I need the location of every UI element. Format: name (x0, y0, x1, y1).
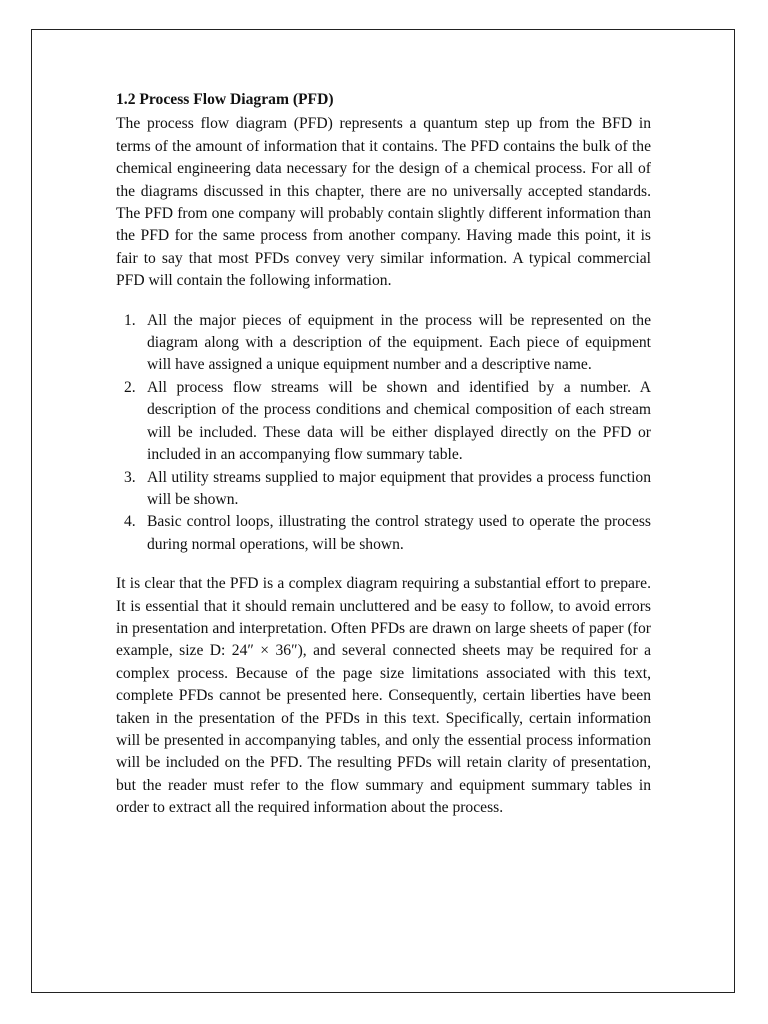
intro-paragraph: The process flow diagram (PFD) represents a quantum step up from the BFD in terms of the amount of information that it contains. The PFD contains the bulk of the chemical engineering data necessary for the design of a chemical process. For all of the diagrams discussed in this chapter, there are no universally accepted standards. The PFD from one company will probably contain slightly different information than the PFD for the same process from another company. Having made this point, it is fair to say that most PFDs convey very similar information. A typical commercial PFD will contain the following information. (116, 115, 651, 290)
list-item (116, 377, 651, 467)
information-list (116, 310, 651, 556)
list-item-text: All process flow streams will be shown and identified by a number. A description of the process conditions and chemical composition of each stream will be included. These data will be either displayed directly on the PFD or included in an accompanying flow summary table. (147, 378, 651, 464)
list-item (116, 310, 651, 377)
list-item-text: All the major pieces of equipment in the process will be represented on the diagram along with a description of the equipment. Each piece of equipment will have assigned a unique equipment number and a descriptive name. (147, 311, 651, 374)
list-item-number: 3. (124, 468, 136, 486)
section-title: 1.2 Process Flow Diagram (PFD) (116, 91, 334, 108)
list-item (116, 511, 651, 556)
closing-paragraph: It is clear that the PFD is a complex diagram requiring a substantial effort to prepare. It is essential that it should remain uncluttered and be easy to follow, to avoid errors in presentation and interpretation. Often PFDs are drawn on large sheets of paper (for example, size D: 24″ × 36″), and several connected sheets may be required for a complex process. Because of the page size limitations associated with this text, complete PFDs cannot be presented here. Consequently, certain liberties have been taken in the presentation of the PFDs in this text. Specifically, certain information will be presented in accompanying tables, and only the essential process information will be included on the PFD. The resulting PFDs will retain clarity of presentation, but the reader must refer to the flow summary and equipment summary tables in order to extract all the required information about the process. (116, 575, 651, 817)
list-item-number: 4. (124, 513, 136, 531)
list-item-number: 2. (124, 378, 136, 396)
document-body (116, 89, 651, 820)
list-item-text: All utility streams supplied to major equipment that provides a process function will be shown. (147, 468, 651, 508)
list-item (116, 467, 651, 512)
list-item-text: Basic control loops, illustrating the control strategy used to operate the process during normal operations, will be shown. (147, 513, 651, 553)
list-item-number: 1. (124, 311, 136, 329)
